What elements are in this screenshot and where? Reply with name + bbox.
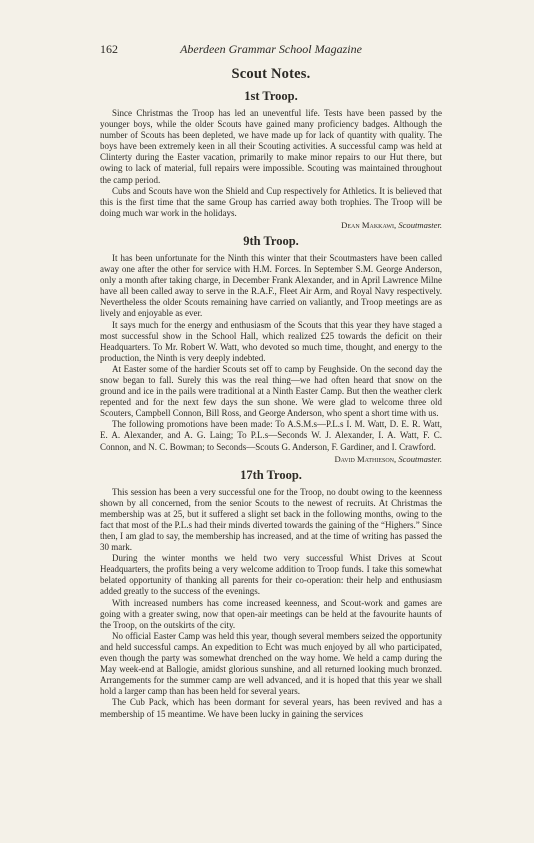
- paragraph: This session has been a very successful one for the Troop, no doubt owing to the keenness shown by all concerned, from the senior Scouts to the newest of recruits. At Christmas the membership was at 25, but it suffered a slight set back in the following months, owing to the fact that most of the P.L.s had their minds diverted towards the gaining of the “Highers.” Since then, I am glad to say, the membership has increased, and at the time of writing has passed the 30 mark.: [100, 486, 442, 553]
- paragraph: It says much for the energy and enthusiasm of the Scouts that this year they have staged a most successful show in the School Hall, which realized £25 towards the deficit on their Headquarters. To Mr. Robert W. Watt, who devoted so much time, thought, and energy to the production, the Ninth is very deeply indebted.: [100, 319, 442, 363]
- paragraph: With increased numbers has come increased keenness, and Scout-work and games are going with a greater swing, now that open-air meetings can be held at the favourite haunts of the Troop, on the outskirts of the city.: [100, 597, 442, 630]
- signature: Dean Makkawi, Scoutmaster.: [341, 219, 442, 230]
- signature-name: David Mathieson: [334, 453, 395, 464]
- section-heading: 17th Troop.: [240, 467, 302, 482]
- paragraph: The following promotions have been made: To A.S.M.s—P.L.s I. M. Watt, D. E. R. Watt, E. A. Alexander, and A. G. Laing; To P.L.s—Seconds W. J. Alexander, I. A. Watt, F. C. Connon, and N. C. Bowman; to Seconds—Scouts G. Anderson, F. Gardiner, and I. Crawford.: [100, 419, 442, 452]
- paragraph: No official Easter Camp was held this year, though several members seized the opportunity and held successful camps. An expedition to Echt was much enjoyed by all who participated, even though the party was somewhat drenched on the way home. We held a camp during the May week-end at Ballogie, amidst glorious sunshine, and all returned looking much bronzed. Arrangements for the summer camp are well advanced, and it is hoped that this year we shall hold a larger camp than has been held for several years.: [100, 630, 442, 697]
- page-number: 162: [100, 42, 118, 56]
- paragraph: The Cub Pack, which has been dormant for several years, has been revived and has a membership of 15 meantime. We have been lucky in gaining the services: [100, 697, 442, 719]
- section-17th-troop: [100, 468, 442, 720]
- section-9th-troop: [100, 234, 442, 465]
- paragraph: It has been unfortunate for the Ninth this winter that their Scoutmasters have been called away one after the other for service with H.M. Forces. In September S.M. George Anderson, only a month after taking charge, in December Frank Alexander, and in April Lawrence Milne have all been called away to serve in the R.A.F., Fleet Air Arm, and Royal Navy respectively. Nevertheless the older Scouts remaining have carried on valiantly, and Troop meetings are as lively and enjoyable as ever.: [100, 252, 442, 319]
- magazine-title: Aberdeen Grammar School Magazine: [180, 42, 362, 56]
- running-head: [100, 42, 442, 58]
- article-title: Scout Notes.: [231, 66, 311, 82]
- section-1st-troop: [100, 89, 442, 231]
- signature-name: Dean Makkawi: [341, 219, 395, 230]
- signature: David Mathieson, Scoutmaster.: [334, 453, 442, 464]
- paragraph: Since Christmas the Troop has led an uneventful life. Tests have been passed by the younger boys, while the older Scouts have gained many proficiency badges. Although the number of Scouts has been depleted, we have made up for lack of quantity with quality. The boys have been extremely keen in all their Scouting activities. A successful camp was held at Clinterty during the Easter vacation, primarily to make minor repairs to our Hut there, but owing to lack of material, full repairs were impossible. Scouting was maintained throughout the camp period.: [100, 108, 442, 185]
- section-heading: 9th Troop.: [243, 233, 299, 248]
- section-heading: 1st Troop.: [244, 89, 298, 103]
- signature-role: Scoutmaster.: [398, 453, 442, 464]
- signature-role: Scoutmaster.: [398, 219, 442, 230]
- paragraph: Cubs and Scouts have won the Shield and Cup respectively for Athletics. It is believed that this is the first time that the same Group has carried away both trophies. The Troop will be doing much war work in the holidays.: [100, 185, 442, 218]
- paragraph: During the winter months we held two very successful Whist Drives at Scout Headquarters, the profits being a very welcome addition to Troop funds. I take this somewhat belated opportunity of thanking all parents for their co-operation: their help and enthusiasm added greatly to the success of the evenings.: [100, 553, 442, 597]
- article: [100, 66, 442, 720]
- paragraph: At Easter some of the hardier Scouts set off to camp by Feughside. On the second day the snow began to fall. Surely this was the real thing—we had often heard that snow on the ground and ice in the pails were traditional at a Ninth Easter Camp. But then the weather clerk repented and for the next few days the sun shone. We were glad to welcome three old Scouters, Campbell Connon, Bill Ross, and George Anderson, who spent a short time with us.: [100, 363, 442, 419]
